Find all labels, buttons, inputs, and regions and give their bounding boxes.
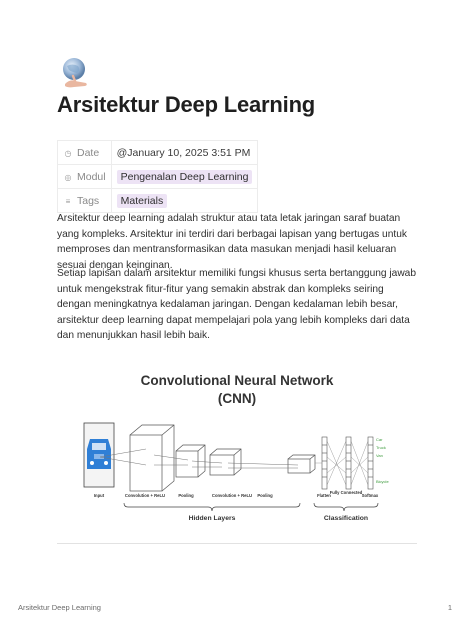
label-classification: Classification (323, 515, 369, 522)
property-row-tags (58, 189, 258, 213)
label-pool1: Pooling (178, 493, 194, 498)
modul-tag[interactable]: Pengenalan Deep Learning (117, 170, 253, 184)
page-number: 1 (447, 603, 452, 612)
property-row-modul (58, 165, 258, 189)
label-flatten: Flatten (317, 493, 331, 498)
label-conv2: Convolution + ReLU (211, 493, 253, 498)
property-row-date (58, 141, 258, 165)
label-input: Input (93, 493, 105, 498)
label-conv1: Convolution + ReLU (124, 493, 166, 498)
footer-title: Arsitektur Deep Learning (18, 603, 101, 612)
flatten-layer (322, 437, 327, 489)
property-value-modul[interactable] (111, 165, 258, 189)
property-value-date[interactable]: @January 10, 2025 3:51 PM (111, 141, 258, 165)
globe-hand-icon (60, 57, 90, 91)
property-value-tags[interactable] (111, 189, 258, 213)
class-label: Truck (376, 445, 386, 450)
label-pool2: Pooling (257, 493, 273, 498)
classification-bracket (314, 503, 378, 511)
label-softmax: Softmax (361, 493, 379, 498)
paragraph-2: Setiap lapisan dalam arsitektur memiliki fungsi khusus serta bertanggung jawab untuk mengekstrak fitur-fitur yang semakin abstrak dan kompleks seiring dengan meningkatnya kedalaman jaringan. Dengan kedalaman lebih besar, arsitektur deep learning dapat mempelajari pola yang lebih kompleks dari data dan menunjukkan hasil lebih baik. (57, 268, 417, 341)
paragraph-1: Arsitektur deep learning adalah struktur atau tata letak jaringan saraf buatan yang kompleks. Arsitektur ini terdiri dari berbagai lapisan yang bertugas untuk memproses dan mentransformasikan data masukan menjadi hasil keluaran sesuai dengan keinginan. (57, 213, 407, 271)
hidden-layers-bracket (124, 503, 300, 511)
diagram-title-line2: (CNN) (217, 391, 257, 406)
materials-tag[interactable]: Materials (117, 194, 168, 208)
pool1-layer (176, 445, 205, 477)
property-key: Tags (77, 194, 100, 207)
page-title: Arsitektur Deep Learning (57, 92, 316, 117)
diagram-title-line1: Convolutional Neural Network (140, 373, 334, 388)
class-labels (376, 437, 389, 484)
class-label: Bicycle (376, 479, 389, 484)
conv1-layer (130, 425, 174, 491)
conv2-layer (210, 449, 241, 475)
class-label: Car (376, 437, 383, 442)
label-hidden-layers: Hidden Layers (188, 515, 236, 522)
clock-icon: ◷ (64, 148, 72, 158)
property-key: Date (77, 146, 100, 159)
label-fully-connected: Fully Connected (329, 490, 363, 495)
cnn-diagram (70, 365, 410, 525)
pool2-layer (288, 455, 315, 473)
divider (57, 543, 417, 544)
input-image (84, 423, 114, 487)
class-label: Van (376, 453, 383, 458)
property-key: Modul (77, 170, 106, 183)
properties-table (57, 140, 258, 213)
fully-connected-layer (346, 437, 351, 489)
target-icon: ◎ (64, 172, 72, 182)
softmax-layer (368, 437, 373, 489)
list-icon: ≡ (65, 196, 71, 206)
